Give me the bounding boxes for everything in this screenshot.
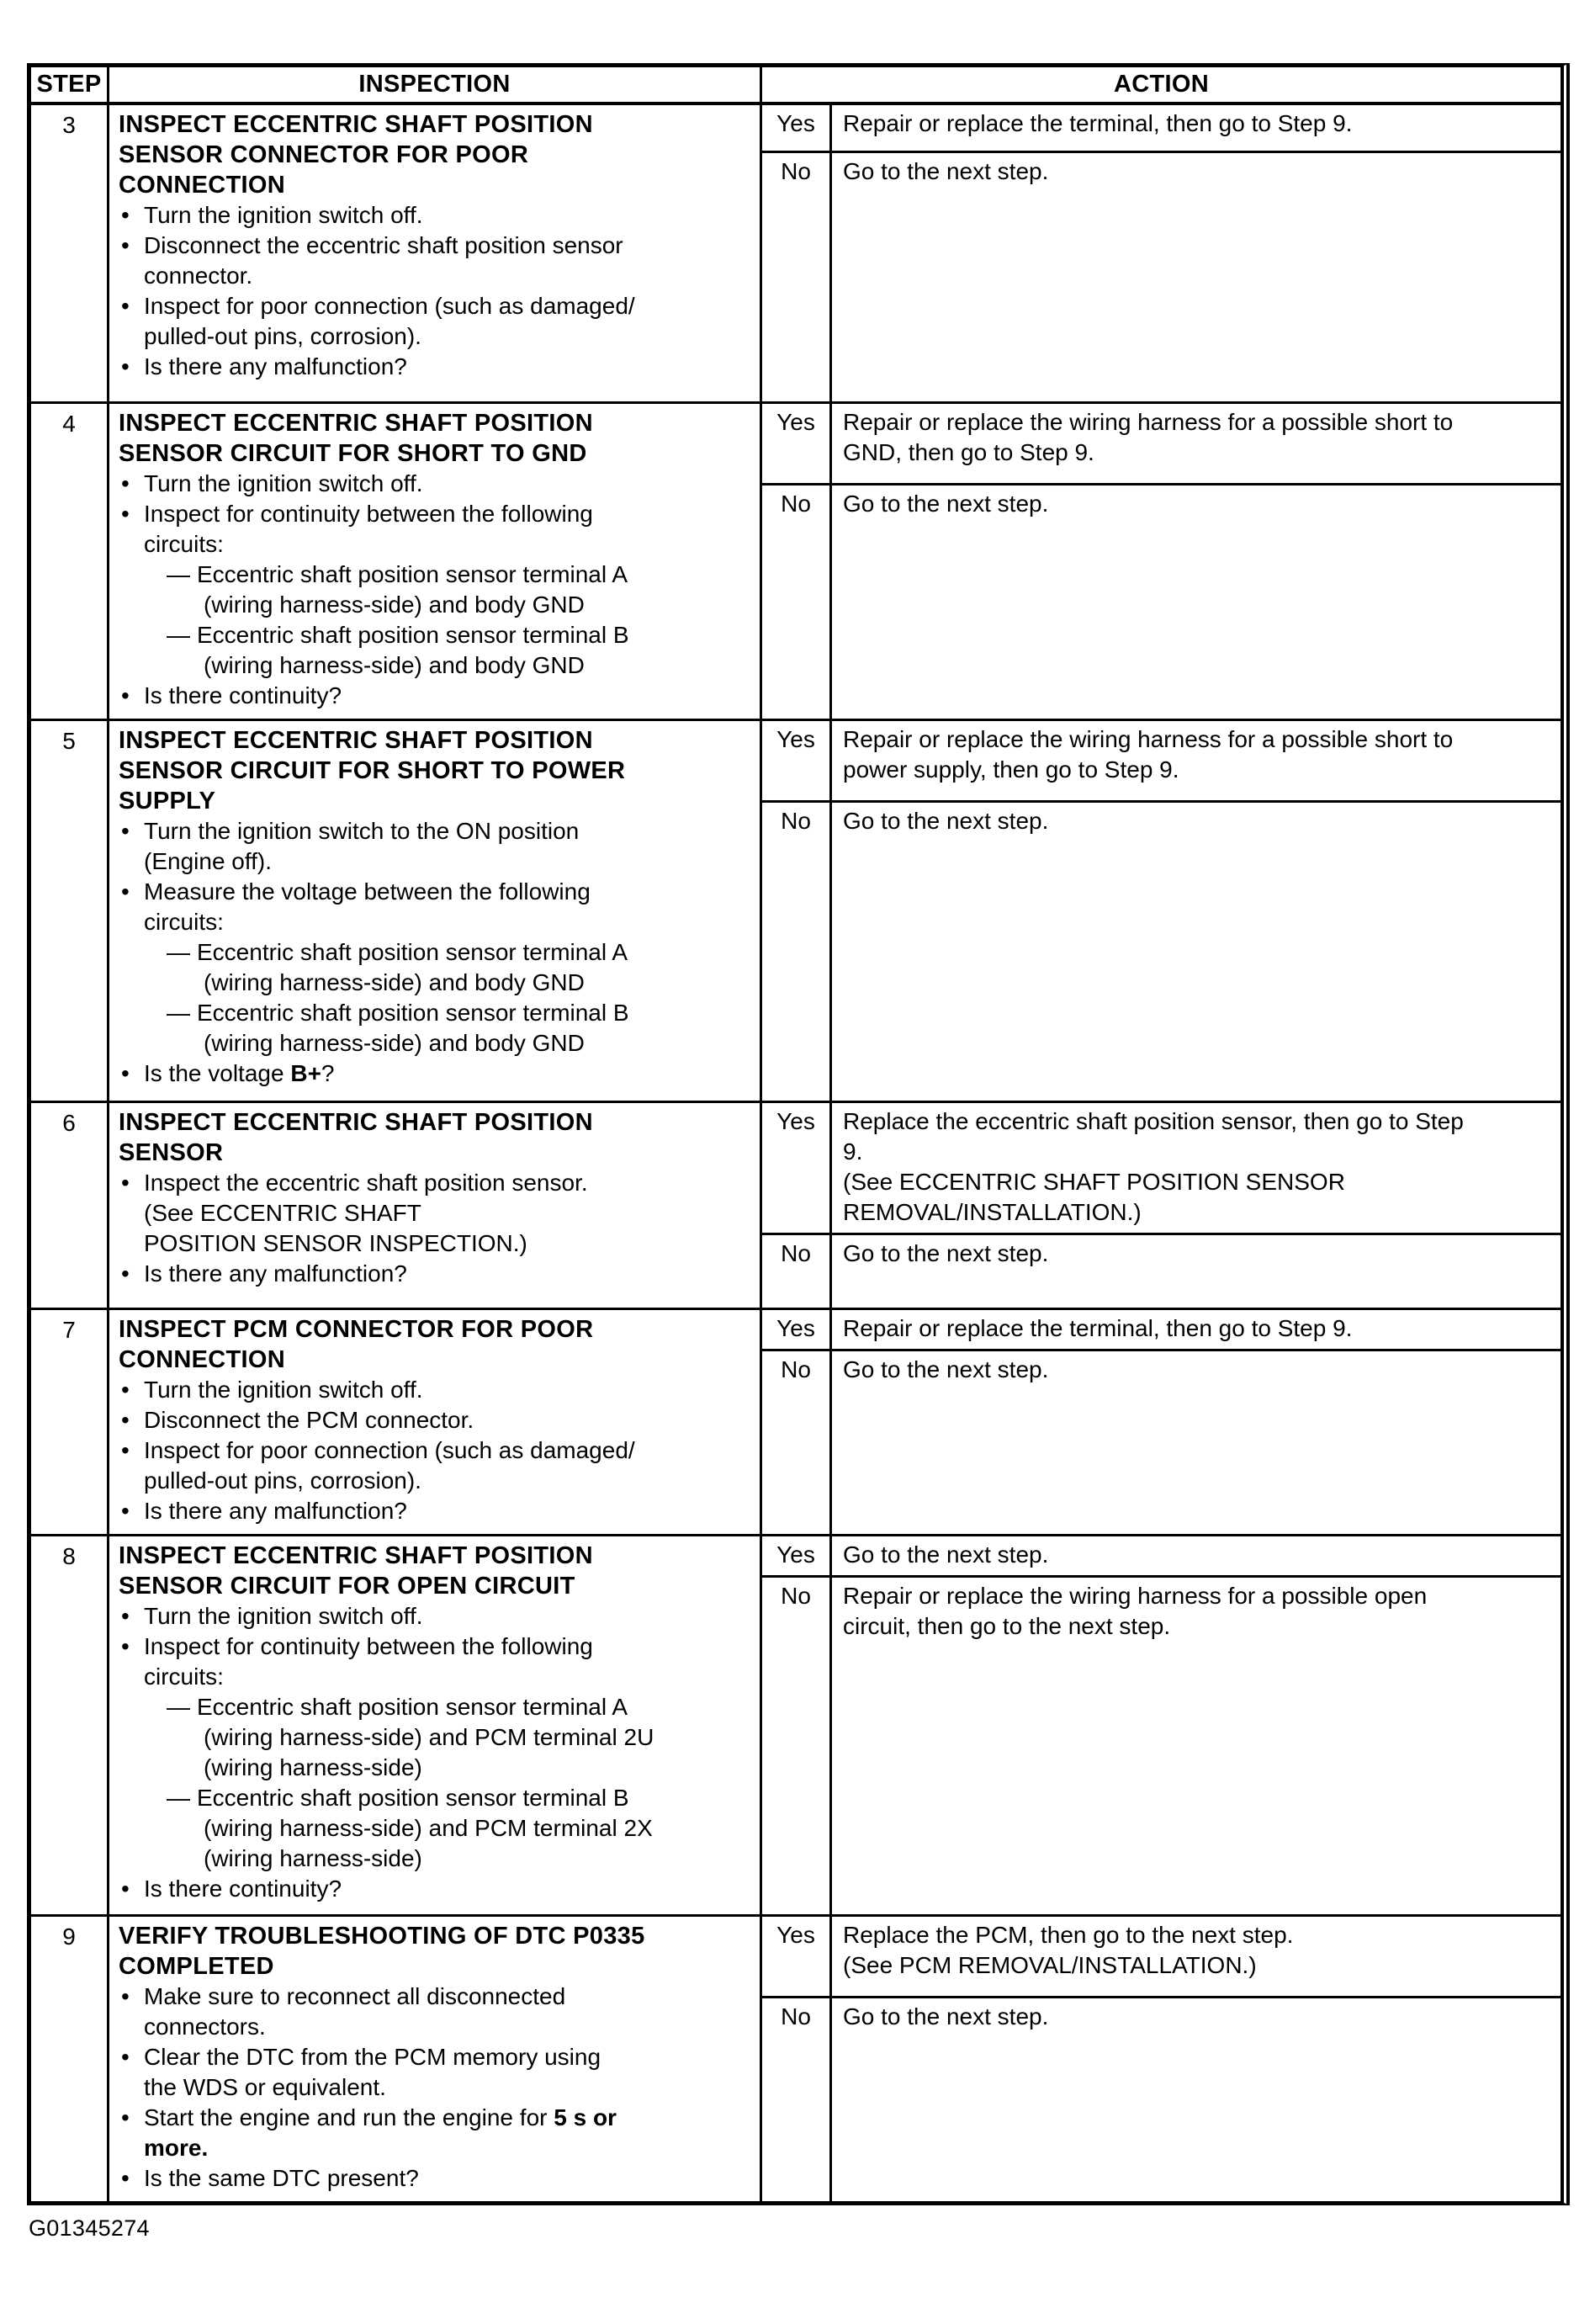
action-line: Go to the next step.	[843, 1541, 1049, 1568]
bullet-marker-icon: •	[121, 501, 130, 527]
text-segment: 5 s or	[554, 2104, 617, 2130]
inspection-line-text: the WDS or equivalent.	[144, 2074, 386, 2100]
inspection-line-text: Is the same DTC present?	[144, 2165, 419, 2191]
action-line: 9.	[843, 1138, 863, 1165]
inspection-dash-continuation-line	[204, 590, 751, 620]
bullet-marker-icon: •	[121, 470, 130, 496]
no-action-cell	[832, 1235, 1561, 1308]
bullet-marker-icon: •	[121, 293, 130, 319]
no-sub-row	[762, 485, 1561, 719]
bullet-marker-icon: •	[121, 2165, 130, 2191]
inspection-line-text: (wiring harness-side) and body GND	[204, 1030, 585, 1056]
action-line: Go to the next step.	[843, 1240, 1049, 1266]
bullet-marker-icon: •	[121, 1377, 130, 1403]
step-number-cell: 9	[31, 1917, 109, 2201]
inspection-dash-line	[167, 560, 751, 590]
bullet-marker-icon: •	[121, 1633, 130, 1659]
inspection-continuation-line	[144, 2072, 751, 2103]
inspection-title-line: INSPECT ECCENTRIC SHAFT POSITION	[119, 410, 593, 437]
table-body	[31, 105, 1561, 2201]
inspection-bullet-line	[119, 1259, 751, 1289]
inspection-bullet-line	[119, 352, 751, 382]
action-line: Go to the next step.	[843, 2003, 1049, 2030]
inspection-dash-continuation-line	[204, 968, 751, 998]
inspection-continuation-line	[144, 846, 751, 877]
bullet-marker-icon: •	[121, 1170, 130, 1196]
inspection-continuation-line	[144, 2133, 751, 2163]
yes-label-cell: Yes	[762, 1536, 832, 1575]
step-number-cell: 7	[31, 1310, 109, 1534]
yes-action-cell	[832, 105, 1561, 151]
no-label-cell: No	[762, 153, 832, 401]
bullet-marker-icon: •	[121, 1060, 130, 1086]
dash-marker-icon: —	[167, 1000, 190, 1026]
inspection-bullet-line	[119, 231, 751, 261]
inspection-line-text: pulled-out pins, corrosion).	[144, 323, 421, 349]
dash-marker-icon: —	[167, 1694, 190, 1720]
no-sub-row	[762, 153, 1561, 401]
inspection-line-text: Disconnect the PCM connector.	[144, 1407, 474, 1433]
inspection-bullet-line	[119, 1874, 751, 1904]
action-area	[762, 404, 1561, 719]
inspection-title	[119, 109, 751, 200]
yes-sub-row	[762, 1310, 1561, 1351]
inspection-bullet-line	[119, 499, 751, 529]
no-label-cell: No	[762, 485, 832, 719]
inspection-line-text: Eccentric shaft position sensor terminal A	[197, 939, 628, 965]
step-number-cell: 8	[31, 1536, 109, 1914]
inspection-line-text: Is there any malfunction?	[144, 1498, 407, 1524]
inspection-title	[119, 1107, 751, 1168]
inspection-line-text: Is there continuity?	[144, 682, 342, 708]
action-line: Repair or replace the terminal, then go to Step 9.	[843, 110, 1353, 136]
yes-action-cell	[832, 721, 1561, 800]
bullet-marker-icon: •	[121, 232, 130, 258]
action-line: Go to the next step.	[843, 491, 1049, 517]
inspection-dash-line	[167, 998, 751, 1028]
no-action-cell	[832, 803, 1561, 1101]
inspection-bullet-line	[119, 1632, 751, 1662]
action-line: Replace the eccentric shaft position sensor, then go to Step	[843, 1108, 1464, 1134]
no-sub-row	[762, 1998, 1561, 2201]
inspection-bullet-line	[119, 1405, 751, 1435]
dash-marker-icon: —	[167, 622, 190, 648]
inspection-title-line: VERIFY TROUBLESHOOTING OF DTC P0335	[119, 1923, 645, 1950]
inspection-dash-continuation-line	[204, 1753, 751, 1783]
col-header-step: STEP	[31, 67, 109, 102]
inspection-dash-line	[167, 1783, 751, 1813]
table-header-row	[31, 67, 1561, 105]
bullet-marker-icon: •	[121, 1603, 130, 1629]
inspection-title-line: SENSOR CIRCUIT FOR SHORT TO POWER	[119, 757, 626, 784]
inspection-cell	[109, 1536, 762, 1914]
yes-label-cell: Yes	[762, 721, 832, 800]
dash-marker-icon: —	[167, 1785, 190, 1811]
inspection-dash-continuation-line	[204, 650, 751, 681]
inspection-bullet-line	[119, 1601, 751, 1632]
inspection-title-line: INSPECT ECCENTRIC SHAFT POSITION	[119, 111, 593, 138]
yes-sub-row	[762, 1103, 1561, 1235]
inspection-bullet-line	[119, 2042, 751, 2072]
inspection-bullet-line	[119, 2103, 751, 2133]
action-line: REMOVAL/INSTALLATION.)	[843, 1199, 1142, 1225]
text-segment: Start the engine and run the engine for	[144, 2104, 554, 2130]
inspection-dash-continuation-line	[204, 1028, 751, 1059]
inspection-title-line: INSPECT PCM CONNECTOR FOR POOR	[119, 1316, 594, 1343]
no-sub-row	[762, 1351, 1561, 1534]
inspection-bullet-line	[119, 1435, 751, 1466]
inspection-dash-continuation-line	[204, 1844, 751, 1874]
inspection-line-text: Inspect for continuity between the following	[144, 501, 593, 527]
manual-page	[0, 63, 1595, 2324]
step-row	[31, 1101, 1561, 1308]
action-line: Repair or replace the wiring harness for a possible short to	[843, 409, 1454, 435]
no-sub-row	[762, 1578, 1561, 1914]
action-line: (See ECCENTRIC SHAFT POSITION SENSOR	[843, 1169, 1345, 1195]
step-row	[31, 105, 1561, 401]
inspection-bullet-line	[119, 200, 751, 231]
dash-marker-icon: —	[167, 561, 190, 587]
bullet-marker-icon: •	[121, 1983, 130, 2009]
inspection-line-text: Inspect for poor connection (such as damaged/	[144, 1437, 635, 1463]
text-segment: B+	[290, 1060, 321, 1086]
inspection-bullet-line	[119, 291, 751, 321]
inspection-title-line: SUPPLY	[119, 788, 216, 814]
inspection-line-text: POSITION SENSOR INSPECTION.)	[144, 1230, 527, 1256]
inspection-title	[119, 1314, 751, 1375]
inspection-dash-continuation-line	[204, 1813, 751, 1844]
inspection-line-text: Eccentric shaft position sensor terminal B	[197, 622, 629, 648]
inspection-line-text: connectors.	[144, 2014, 266, 2040]
figure-id-label: G01345274	[29, 2215, 150, 2241]
bullet-marker-icon: •	[121, 353, 130, 379]
action-area	[762, 1310, 1561, 1534]
bullet-marker-icon: •	[121, 2044, 130, 2070]
action-line: Repair or replace the wiring harness for a possible open	[843, 1583, 1428, 1609]
yes-label-cell: Yes	[762, 1310, 832, 1349]
inspection-title-line: SENSOR CIRCUIT FOR OPEN CIRCUIT	[119, 1573, 575, 1600]
bullet-marker-icon: •	[121, 1876, 130, 1902]
inspection-cell	[109, 404, 762, 719]
action-area	[762, 1917, 1561, 2201]
inspection-line-text: Inspect for poor connection (such as damaged/	[144, 293, 635, 319]
inspection-dash-line	[167, 620, 751, 650]
col-header-inspection: INSPECTION	[109, 67, 762, 102]
step-number-cell: 4	[31, 404, 109, 719]
yes-label-cell: Yes	[762, 1917, 832, 1996]
no-label-cell: No	[762, 1998, 832, 2201]
bullet-marker-icon: •	[121, 202, 130, 228]
inspection-continuation-line	[144, 1466, 751, 1496]
inspection-line-text: Eccentric shaft position sensor terminal A	[197, 561, 628, 587]
yes-sub-row	[762, 721, 1561, 803]
action-line: Go to the next step.	[843, 1356, 1049, 1382]
text-segment: Is the voltage	[144, 1060, 291, 1086]
inspection-bullet-line	[119, 681, 751, 711]
step-row	[31, 1914, 1561, 2201]
yes-sub-row	[762, 404, 1561, 485]
inspection-line-text: circuits:	[144, 531, 224, 557]
inspection-bullet-line	[119, 1168, 751, 1198]
inspection-line-text: Disconnect the eccentric shaft position sensor	[144, 232, 623, 258]
bullet-marker-icon: •	[121, 1260, 130, 1287]
inspection-continuation-line	[144, 907, 751, 937]
inspection-line-text: Turn the ignition switch off.	[144, 470, 423, 496]
inspection-line-text: Turn the ignition switch off.	[144, 1603, 423, 1629]
inspection-line-text: pulled-out pins, corrosion).	[144, 1467, 421, 1494]
inspection-cell	[109, 105, 762, 401]
inspection-line-text: Make sure to reconnect all disconnected	[144, 1983, 566, 2009]
bullet-marker-icon: •	[121, 2104, 130, 2130]
inspection-continuation-line	[144, 2012, 751, 2042]
bullet-marker-icon: •	[121, 682, 130, 708]
yes-label-cell: Yes	[762, 105, 832, 151]
no-label-cell: No	[762, 1578, 832, 1914]
bullet-marker-icon: •	[121, 1498, 130, 1524]
inspection-dash-line	[167, 937, 751, 968]
inspection-line-text	[144, 1059, 751, 1089]
action-line: Repair or replace the wiring harness for a possible short to	[843, 726, 1454, 752]
yes-sub-row	[762, 1917, 1561, 1998]
no-sub-row	[762, 1235, 1561, 1308]
inspection-line-text: (wiring harness-side) and PCM terminal 2X	[204, 1815, 653, 1841]
inspection-title-line: SENSOR CIRCUIT FOR SHORT TO GND	[119, 440, 587, 467]
no-label-cell: No	[762, 1351, 832, 1534]
no-action-cell	[832, 1998, 1561, 2201]
inspection-line-text	[144, 2133, 751, 2163]
yes-sub-row	[762, 105, 1561, 153]
bullet-marker-icon: •	[121, 1437, 130, 1463]
inspection-dash-line	[167, 1692, 751, 1722]
inspection-title	[119, 1541, 751, 1601]
inspection-line-text: connector.	[144, 263, 253, 289]
inspection-bullet-line	[119, 1982, 751, 2012]
inspection-line-text: Inspect the eccentric shaft position sensor.	[144, 1170, 588, 1196]
no-action-cell	[832, 1351, 1561, 1534]
inspection-line-text: Turn the ignition switch to the ON position	[144, 818, 580, 844]
step-row	[31, 1534, 1561, 1914]
inspection-line-text: (wiring harness-side)	[204, 1754, 422, 1780]
no-action-cell	[832, 485, 1561, 719]
yes-label-cell: Yes	[762, 1103, 832, 1233]
no-label-cell: No	[762, 803, 832, 1101]
action-line: Replace the PCM, then go to the next step.	[843, 1922, 1294, 1948]
inspection-title-line: INSPECT ECCENTRIC SHAFT POSITION	[119, 1109, 593, 1136]
action-line: power supply, then go to Step 9.	[843, 756, 1179, 783]
inspection-line-text: Is there any malfunction?	[144, 1260, 407, 1287]
yes-action-cell	[832, 1103, 1561, 1233]
inspection-line-text: Eccentric shaft position sensor terminal B	[197, 1000, 629, 1026]
inspection-line-text: (Engine off).	[144, 848, 273, 874]
inspection-continuation-line	[144, 261, 751, 291]
bullet-marker-icon: •	[121, 1407, 130, 1433]
bullet-marker-icon: •	[121, 818, 130, 844]
inspection-cell	[109, 721, 762, 1101]
step-row	[31, 401, 1561, 719]
action-line: circuit, then go to the next step.	[843, 1613, 1171, 1639]
step-row	[31, 1308, 1561, 1534]
inspection-bullet-line	[119, 877, 751, 907]
action-area	[762, 721, 1561, 1101]
inspection-line-text: (wiring harness-side) and body GND	[204, 592, 585, 618]
inspection-line-text: Eccentric shaft position sensor terminal A	[197, 1694, 628, 1720]
action-area	[762, 1536, 1561, 1914]
no-action-cell	[832, 153, 1561, 401]
inspection-line-text: Inspect for continuity between the following	[144, 1633, 593, 1659]
inspection-cell	[109, 1917, 762, 2201]
inspection-title-line: CONNECTION	[119, 172, 285, 199]
yes-action-cell	[832, 1310, 1561, 1349]
inspection-line-text: (wiring harness-side) and body GND	[204, 652, 585, 678]
bullet-marker-icon: •	[121, 878, 130, 905]
no-label-cell: No	[762, 1235, 832, 1308]
action-area	[762, 1103, 1561, 1308]
inspection-bullet-line	[119, 1496, 751, 1526]
inspection-title	[119, 1921, 751, 1982]
step-number-cell: 6	[31, 1103, 109, 1308]
inspection-dash-continuation-line	[204, 1722, 751, 1753]
no-action-cell	[832, 1578, 1561, 1914]
inspection-continuation-line	[144, 529, 751, 560]
step-row	[31, 719, 1561, 1101]
inspection-bullet-line	[119, 2163, 751, 2194]
inspection-bullet-line	[119, 816, 751, 846]
text-segment: more.	[144, 2135, 209, 2161]
yes-action-cell	[832, 1536, 1561, 1575]
inspection-line-text: (wiring harness-side)	[204, 1845, 422, 1871]
inspection-title	[119, 408, 751, 469]
inspection-continuation-line	[144, 1228, 751, 1259]
inspection-line-text: Turn the ignition switch off.	[144, 202, 423, 228]
inspection-title-line: SENSOR	[119, 1139, 224, 1166]
yes-sub-row	[762, 1536, 1561, 1578]
inspection-continuation-line	[144, 321, 751, 352]
yes-label-cell: Yes	[762, 404, 832, 483]
text-segment: ?	[321, 1060, 335, 1086]
inspection-title	[119, 725, 751, 816]
inspection-continuation-line	[144, 1198, 751, 1228]
inspection-cell	[109, 1103, 762, 1308]
yes-action-cell	[832, 404, 1561, 483]
step-number-cell: 5	[31, 721, 109, 1101]
step-number-cell: 3	[31, 105, 109, 401]
inspection-line-text: circuits:	[144, 909, 224, 935]
inspection-title-line: CONNECTION	[119, 1346, 285, 1373]
inspection-line-text: circuits:	[144, 1663, 224, 1690]
inspection-title-line: INSPECT ECCENTRIC SHAFT POSITION	[119, 1542, 593, 1569]
inspection-line-text: (See ECCENTRIC SHAFT	[144, 1200, 421, 1226]
inspection-line-text: Turn the ignition switch off.	[144, 1377, 423, 1403]
action-line: Go to the next step.	[843, 808, 1049, 834]
inspection-line-text	[144, 2103, 751, 2133]
inspection-line-text: (wiring harness-side) and PCM terminal 2U	[204, 1724, 654, 1750]
action-line: (See PCM REMOVAL/INSTALLATION.)	[843, 1952, 1257, 1978]
inspection-continuation-line	[144, 1662, 751, 1692]
inspection-title-line: COMPLETED	[119, 1953, 274, 1980]
dash-marker-icon: —	[167, 939, 190, 965]
no-sub-row	[762, 803, 1561, 1101]
inspection-cell	[109, 1310, 762, 1534]
action-line: GND, then go to Step 9.	[843, 439, 1094, 465]
action-area	[762, 105, 1561, 401]
action-line: Go to the next step.	[843, 158, 1049, 184]
inspection-line-text: (wiring harness-side) and body GND	[204, 969, 585, 995]
inspection-bullet-line	[119, 1059, 751, 1089]
col-header-action: ACTION	[1114, 71, 1209, 98]
inspection-bullet-line	[119, 469, 751, 499]
inspection-line-text: Measure the voltage between the following	[144, 878, 591, 905]
yes-action-cell	[832, 1917, 1561, 1996]
inspection-line-text: Clear the DTC from the PCM memory using	[144, 2044, 601, 2070]
dtc-troubleshooting-table	[27, 63, 1570, 2205]
inspection-line-text: Is there any malfunction?	[144, 353, 407, 379]
inspection-title-line: INSPECT ECCENTRIC SHAFT POSITION	[119, 727, 593, 754]
inspection-title-line: SENSOR CONNECTOR FOR POOR	[119, 141, 529, 168]
inspection-line-text: Eccentric shaft position sensor terminal B	[197, 1785, 629, 1811]
inspection-line-text: Is there continuity?	[144, 1876, 342, 1902]
action-line: Repair or replace the terminal, then go to Step 9.	[843, 1315, 1353, 1341]
inspection-bullet-line	[119, 1375, 751, 1405]
